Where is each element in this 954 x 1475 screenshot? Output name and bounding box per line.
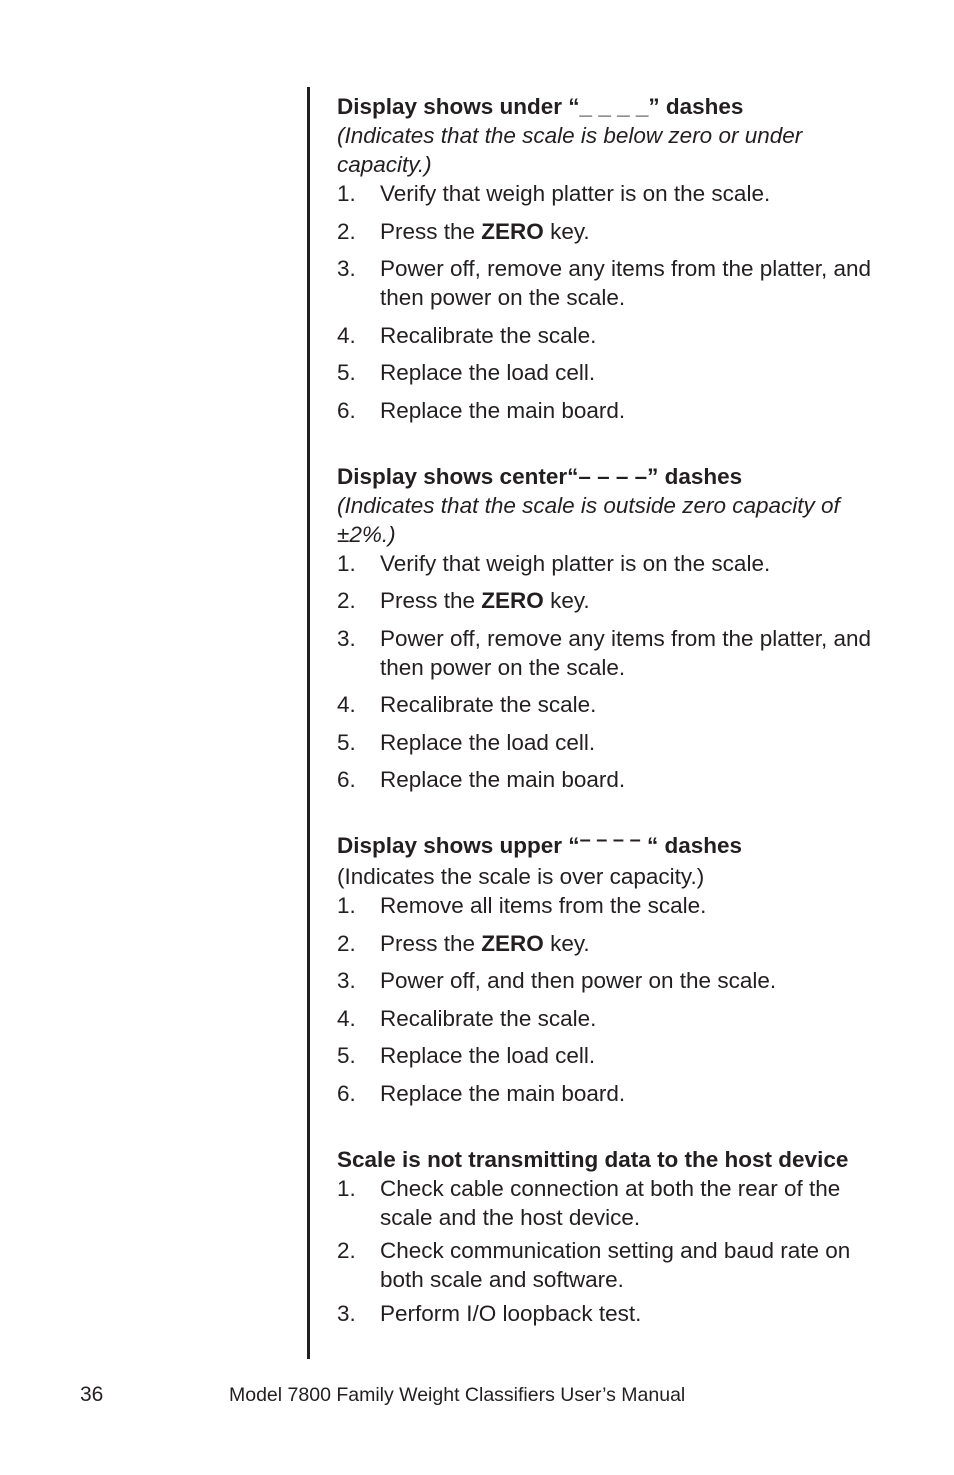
list-item — [337, 586, 897, 615]
list-item — [337, 966, 897, 995]
step-number: 2. — [337, 588, 356, 613]
list-item — [337, 765, 897, 794]
section-title-pre: Display shows upper “ — [337, 833, 580, 858]
step-text: Power off, remove any items from the platter, and then power on the scale. — [380, 625, 872, 680]
list-item — [337, 728, 897, 757]
list-item — [337, 1041, 897, 1070]
section-title — [337, 831, 897, 862]
step-number: 3. — [337, 256, 356, 281]
step-text-pre: Press the — [380, 588, 482, 613]
section-note: (Indicates the scale is over capacity.) — [337, 864, 705, 889]
list-item — [337, 549, 897, 578]
list-item — [337, 1174, 897, 1232]
step-text-pre: Press the — [380, 218, 482, 244]
list-item — [337, 1299, 897, 1328]
step-text-post: key. — [543, 218, 590, 244]
step-number: 5. — [337, 1043, 356, 1068]
step-text — [380, 217, 897, 246]
section-under-dashes — [337, 92, 897, 425]
step-number: 5. — [337, 360, 356, 385]
step-number: 6. — [337, 397, 356, 423]
section-title: Scale is not transmitting data to the host device — [337, 1146, 849, 1172]
step-number: 5. — [337, 729, 356, 755]
steps-list — [337, 549, 897, 795]
step-number: 3. — [337, 968, 356, 993]
step-text: Verify that weigh platter is on the scale. — [380, 181, 771, 206]
step-text: Replace the main board. — [380, 1080, 626, 1106]
step-text: Recalibrate the scale. — [380, 692, 597, 717]
step-text: Perform I/O loopback test. — [380, 1300, 642, 1326]
step-text: Power off, remove any items from the platter, and then power on the scale. — [380, 256, 872, 310]
step-text-pre: Press the — [380, 930, 482, 956]
step-number: 4. — [337, 692, 356, 717]
step-text: Replace the load cell. — [380, 729, 596, 755]
zero-key-label: ZERO — [481, 930, 544, 956]
list-item — [337, 1004, 897, 1033]
step-text: Remove all items from the scale. — [380, 893, 707, 918]
step-text: Recalibrate the scale. — [380, 322, 597, 348]
step-number: 4. — [337, 1005, 356, 1031]
section-not-transmitting — [337, 1145, 897, 1328]
step-text — [380, 929, 897, 958]
step-text-post: key. — [543, 588, 590, 613]
upper-dashes: – – – – — [579, 829, 641, 851]
page-number: 36 — [80, 1383, 104, 1406]
list-item — [337, 321, 897, 350]
step-text: Replace the main board. — [380, 397, 626, 423]
list-item — [337, 254, 897, 312]
step-text-post: key. — [543, 930, 590, 956]
step-number: 2. — [337, 1238, 356, 1263]
list-item — [337, 929, 897, 958]
step-number: 2. — [337, 930, 356, 956]
troubleshooting-content — [337, 92, 897, 1365]
step-number: 6. — [337, 1080, 356, 1106]
list-item — [337, 1236, 897, 1294]
list-item — [337, 1079, 897, 1108]
list-item — [337, 624, 897, 682]
step-number: 2. — [337, 218, 356, 244]
step-number: 3. — [337, 1300, 356, 1326]
step-text: Check communication setting and baud rate on both scale and software. — [380, 1238, 851, 1292]
steps-list — [337, 179, 897, 425]
step-number: 4. — [337, 322, 356, 348]
section-center-dashes — [337, 462, 897, 795]
step-number: 1. — [337, 181, 356, 206]
section-note: (Indicates that the scale is outside zero capacity of ±2%.) — [337, 492, 840, 547]
list-item — [337, 179, 897, 208]
list-item — [337, 690, 897, 719]
list-item — [337, 891, 897, 920]
step-number: 3. — [337, 625, 356, 651]
section-upper-dashes — [337, 831, 897, 1108]
zero-key-label: ZERO — [481, 218, 544, 244]
step-text — [380, 586, 897, 615]
step-text: Replace the load cell. — [380, 360, 596, 385]
step-number: 1. — [337, 1175, 356, 1201]
step-text: Power off, and then power on the scale. — [380, 968, 777, 993]
step-text: Recalibrate the scale. — [380, 1005, 597, 1031]
step-text: Replace the main board. — [380, 767, 626, 792]
step-text: Check cable connection at both the rear of the scale and the host device. — [380, 1175, 841, 1230]
list-item — [337, 396, 897, 425]
step-text: Verify that weigh platter is on the scale. — [380, 550, 771, 576]
list-item — [337, 217, 897, 246]
steps-list — [337, 1174, 897, 1328]
manual-title: Model 7800 Family Weight Classifiers User’s Manual — [229, 1384, 686, 1406]
step-text: Replace the load cell. — [380, 1043, 596, 1068]
step-number: 1. — [337, 550, 356, 576]
step-number: 6. — [337, 767, 356, 792]
section-note: (Indicates that the scale is below zero or under capacity.) — [337, 123, 803, 177]
section-title: Display shows center“– – – –” dashes — [337, 463, 743, 489]
section-title-post: “ dashes — [640, 833, 743, 858]
steps-list — [337, 891, 897, 1108]
step-number: 1. — [337, 893, 356, 918]
margin-rule — [307, 87, 310, 1359]
zero-key-label: ZERO — [481, 588, 544, 613]
list-item — [337, 358, 897, 387]
section-title: Display shows under “_ _ _ _” dashes — [337, 94, 744, 119]
